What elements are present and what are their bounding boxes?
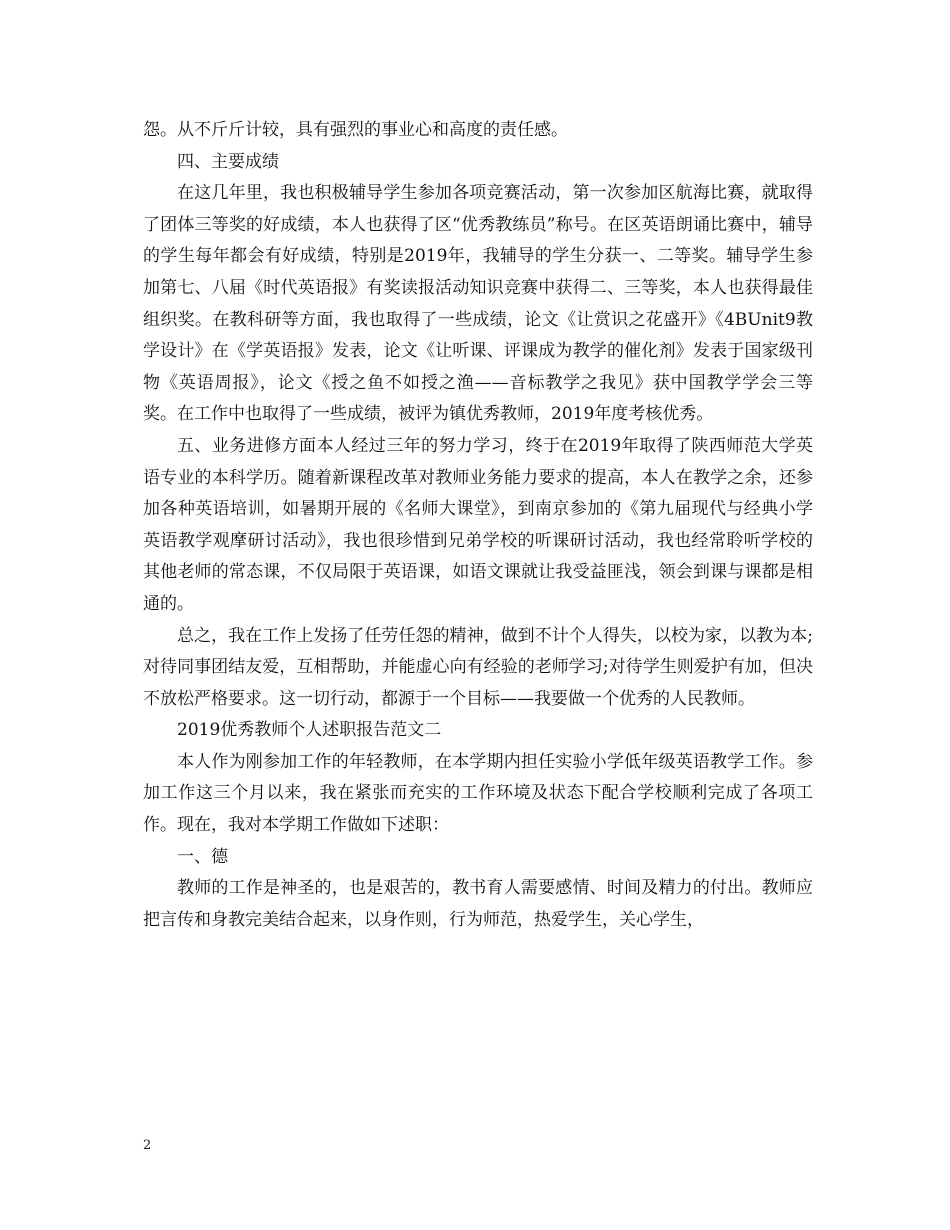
section-heading-achievements: 四、主要成绩 xyxy=(177,151,279,172)
page-number: 2 xyxy=(143,1138,152,1153)
section-heading-morality: 一、德 xyxy=(177,846,228,867)
paragraph-morality: 教师的工作是神圣的，也是艰苦的，教书育人需要感情、时间及精力的付出。教师应把言传和身教完美结合起来，以身作则，行为师范，热爱学生，关心学生， xyxy=(143,878,813,930)
paragraph-professional-development: 五、业务进修方面本人经过三年的努力学习，终于在2019年取得了陕西师范大学英语专业的本科学历。随着新课程改革对教师业务能力要求的提高，本人在教学之余，还参加各种英语培训，如暑期开展的《名师大课堂》，到南京参加的《第九届现代与经典小学英语教学观摩研讨活动》，我也很珍惜到兄弟学校的听课研讨活动，我也经常聆听学校的其他老师的常态课，不仅局限于英语课，如语文课就让我受益匪浅，领会到课与课都是相通的。 xyxy=(143,435,813,614)
paragraph-continuation: 怨。从不斤斤计较，具有强烈的事业心和高度的责任感。 xyxy=(143,120,568,140)
paragraph-intro: 本人作为刚参加工作的年轻教师，在本学期内担任实验小学低年级英语教学工作。参加工作这三个月以来，我在紧张而充实的工作环境及状态下配合学校顺利完成了各项工作。现在，我对本学期工作做如下述职： xyxy=(143,751,813,836)
paragraph-achievements: 在这几年里，我也积极辅导学生参加各项竞赛活动，第一次参加区航海比赛，就取得了团体三等奖的好成绩，本人也获得了区“优秀教练员”称号。在区英语朗诵比赛中，辅导的学生每年都会有好成绩，特别是2019年，我辅导的学生分获一、二等奖。辅导学生参加第七、八届《时代英语报》有奖读报活动知识竞赛中获得二、三等奖，本人也获得最佳组织奖。在教科研等方面，我也取得了一些成绩，论文《让赏识之花盛开》《4BUnit9教学设计》在《学英语报》发表，论文《让听课、评课成为教学的催化剂》发表于国家级刊物《英语周报》，论文《授之鱼不如授之渔——音标教学之我见》获中国教学学会三等奖。在工作中也取得了一些成绩，被评为镇优秀教师，2019年度考核优秀。 xyxy=(143,183,813,425)
paragraph-summary: 总之，我在工作上发扬了任劳任怨的精神，做到不计个人得失，以校为家，以教为本;对待同事团结友爱，互相帮助，并能虚心向有经验的老师学习;对待学生则爱护有加，但决不放松严格要求。这一切行动，都源于一个目标——我要做一个优秀的人民教师。 xyxy=(143,625,813,709)
document-body xyxy=(143,115,813,936)
article-title-two: 2019优秀教师个人述职报告范文二 xyxy=(177,720,442,741)
